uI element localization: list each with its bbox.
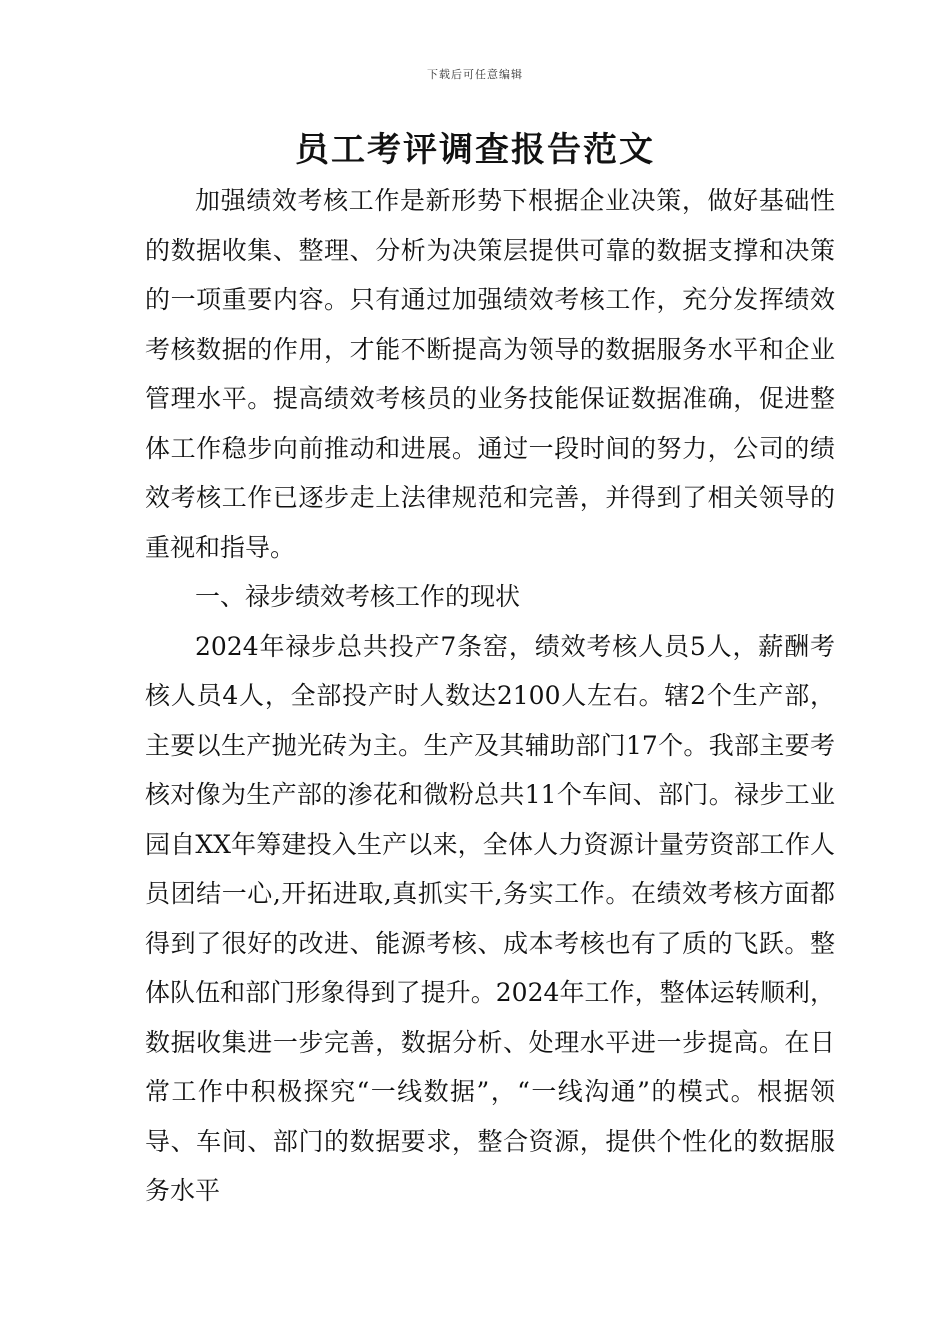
status-paragraph: 2024年禄步总共投产7条窑，绩效考核人员5人，薪酬考核人员4人，全部投产时人数达2100人左右。辖2个生产部，主要以生产抛光砖为主。生产及其辅助部门17个。我部主要考核对像为生产部的渗花和微粉总共11个车间、部门。禄步工业园自XX年筹建投入生产以来，全体人力资源计量劳资部工作人员团结一心,开拓进取,真抓实干,务实工作。在绩效考核方面都得到了很好的改进、能源考核、成本考核也有了质的飞跃。整体队伍和部门形象得到了提升。2024年工作，整体运转顺利，数据收集进一步完善，数据分析、处理水平进一步提高。在日常工作中积极探究“一线数据”，“一线沟通”的模式。根据领导、车间、部门的数据要求，整合资源，提供个性化的数据服务水平 (145, 631, 835, 1205)
header-note: 下载后可任意编辑 (427, 68, 523, 81)
document-title: 员工考评调查报告范文 (295, 130, 655, 170)
intro-paragraph: 加强绩效考核工作是新形势下根据企业决策，做好基础性的数据收集、整理、分析为决策层提供可靠的数据支撑和决策的一项重要内容。只有通过加强绩效考核工作，充分发挥绩效考核数据的作用，才能不断提高为领导的数据服务水平和企业管理水平。提高绩效考核员的业务技能保证数据准确，促进整体工作稳步向前推动和进展。通过一段时间的努力，公司的绩效考核工作已逐步走上法律规范和完善，并得到了相关领导的重视和指导。 (145, 186, 835, 562)
section-heading: 一、禄步绩效考核工作的现状 (195, 582, 521, 611)
document-body (145, 176, 835, 1216)
